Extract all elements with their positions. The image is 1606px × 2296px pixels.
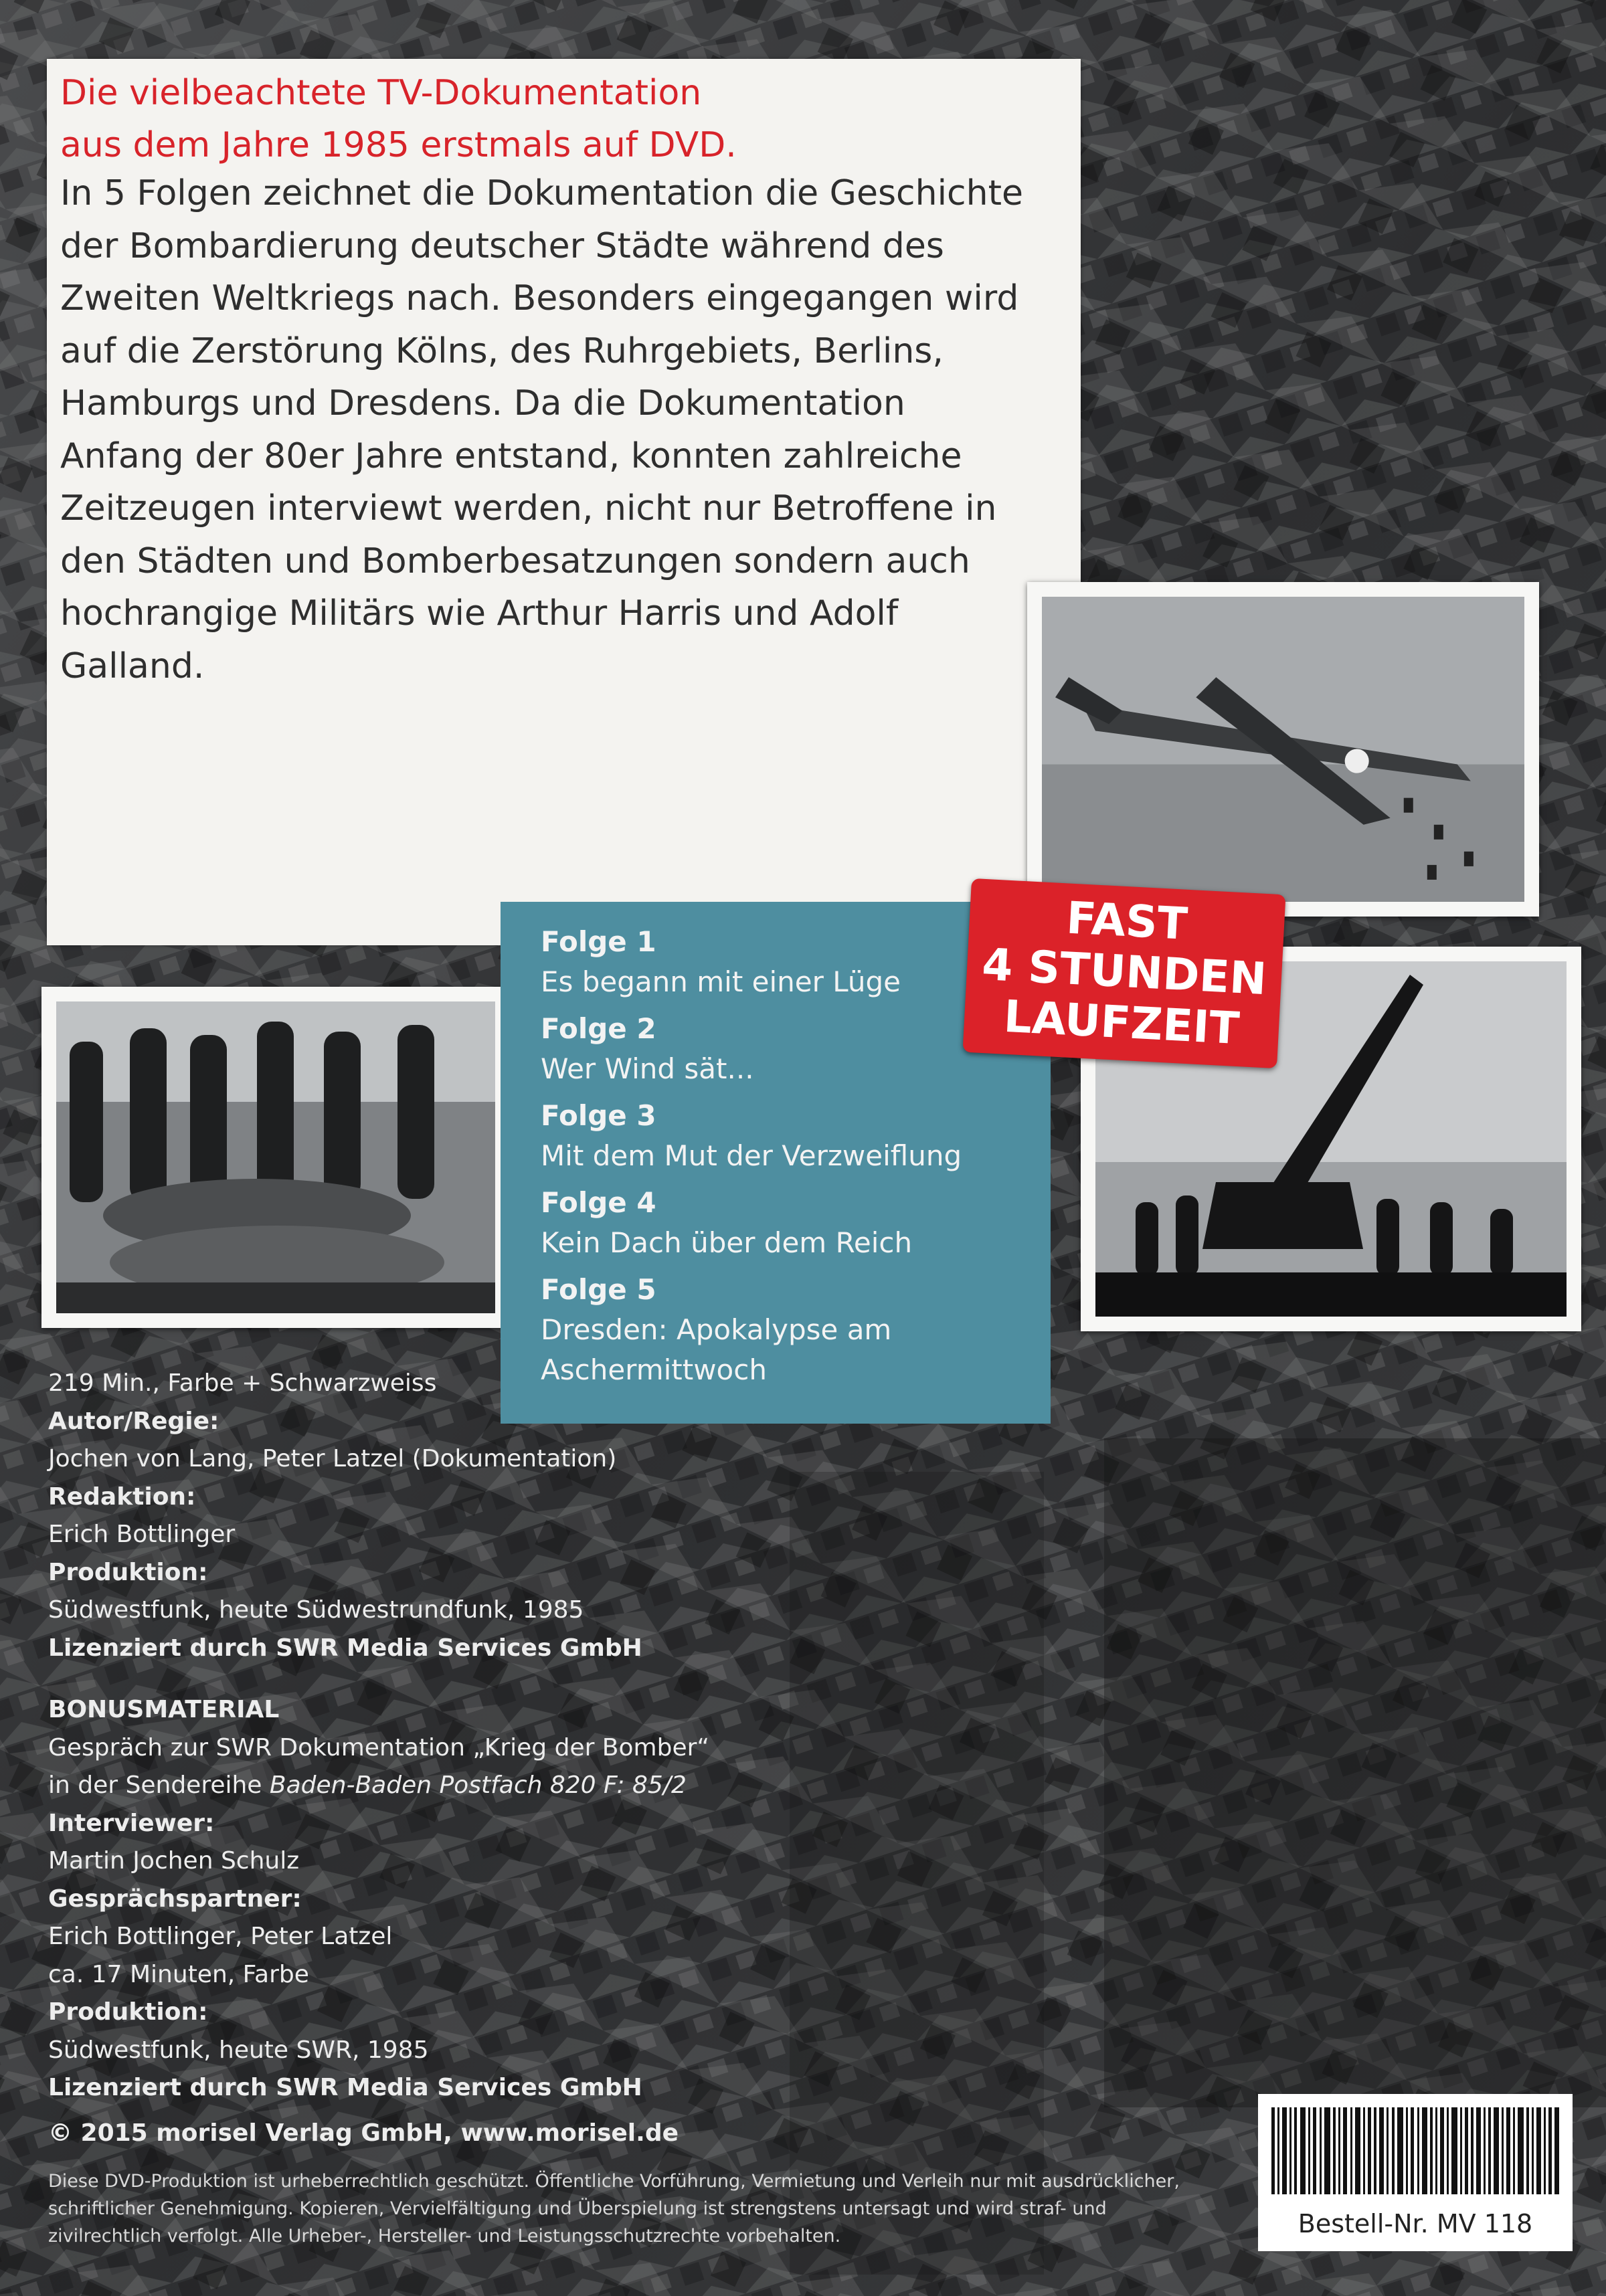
intro-paragraph: In 5 Folgen zeichnet die Dokumentation die Geschichte der Bombardierung deutscher Städte während des Zweiten Weltkriegs nach. Besonders eingegangen wird auf die Zerstörung Kölns, des Ruhrgebiets, Berlins, Hamburgs und Dresdens. Da die Dokumentation Anfang der 80er Jahre entstand, konnten zahlreiche Zeitzeugen interviewt werden, nicht nur Betroffene in den Städten und Bomberbesatzungen sondern auch hochrangige Militärs wie Arthur Harris und Adolf Galland. [60,173,1023,686]
partner-value: Erich Bottlinger, Peter Latzel [48,1923,393,1950]
bonus-series-name: Baden-Baden Postfach 820 F: 85/2 [269,1772,687,1799]
episode-item [541,922,1010,1002]
license-text: Lizenziert durch SWR Media Services GmbH [48,1634,642,1662]
episode-name: Es begann mit einer Lüge [541,965,901,998]
author-label: Autor/Regie: [48,1407,219,1435]
bonus-license-text: Lizenziert durch SWR Media Services GmbH [48,2074,642,2101]
episode-item [541,1183,1010,1263]
production-label: Produktion: [48,1558,208,1586]
episode-item [541,1096,1010,1176]
badge-line-2: 4 STUNDEN [980,938,1268,1006]
episode-name: Kein Dach über dem Reich [541,1226,913,1259]
bomber-photo [1027,582,1539,917]
interviewer-label: Interviewer: [48,1809,215,1837]
barcode-label [1258,2094,1573,2251]
episode-title: Folge 2 [541,1012,656,1045]
crew-with-bombs-image [56,1001,495,1313]
barcode-icon [1271,2107,1559,2194]
episode-name: Dresden: Apokalypse am Aschermittwoch [541,1313,892,1386]
bomber-aircraft-image [1042,597,1524,902]
copyright-line: © 2015 morisel Verlag GmbH, www.morisel.de [48,2119,679,2147]
badge-line-1: FAST [1065,892,1189,950]
episode-title: Folge 4 [541,1186,656,1219]
headline-line-1: Die vielbeachtete TV-Dokumentation [60,73,702,113]
author-value: Jochen von Lang, Peter Latzel (Dokumentation) [48,1445,617,1472]
bonus-production-label: Produktion: [48,1998,208,2026]
interviewer-value: Martin Jochen Schulz [48,1847,300,1875]
partner-label: Gesprächspartner: [48,1885,302,1913]
runtime-info: 219 Min., Farbe + Schwarzweiss [48,1369,437,1397]
credits-block [48,1365,784,2107]
episode-title: Folge 1 [541,925,656,958]
headline-line-2: aus dem Jahre 1985 erstmals auf DVD. [60,125,737,165]
order-number: Bestell-Nr. MV 118 [1298,2209,1533,2238]
bonus-description-line-2 [48,1767,784,1805]
bomber-crew-photo [41,987,510,1328]
production-value: Südwestfunk, heute Südwestrundfunk, 1985 [48,1596,584,1624]
episode-name: Mit dem Mut der Verzweiflung [541,1139,962,1172]
bonus-series-prefix: in der Sendereihe [48,1772,270,1799]
badge-line-3: LAUFZEIT [1002,990,1241,1055]
bonus-heading: BONUSMATERIAL [48,1696,280,1723]
headline [60,67,997,171]
bonus-duration: ca. 17 Minuten, Farbe [48,1960,309,1988]
editor-label: Redaktion: [48,1482,196,1511]
intro-text [60,167,1024,692]
runtime-badge [963,878,1286,1068]
editor-value: Erich Bottlinger [48,1521,236,1548]
episode-name: Wer Wind sät... [541,1052,754,1085]
bonus-production-value: Südwestfunk, heute SWR, 1985 [48,2036,429,2064]
bonus-description-line-1: Gespräch zur SWR Dokumentation „Krieg der Bomber“ [48,1733,710,1761]
episode-title: Folge 3 [541,1099,656,1132]
episode-title: Folge 5 [541,1273,656,1306]
legal-notice: Diese DVD-Produktion ist urheberrechtlich geschützt. Öffentliche Vorführung, Vermietung und Verleih nur mit ausdrücklicher, schriftlicher Genehmigung. Kopieren, Vervielfältigung und Überspielung ist strengstens untersagt und wird straf- und zivilrechtlich verfolgt. Alle Urheber-, Hersteller- und Leistungsschutzrechte vorbehalten. [48,2171,1180,2246]
episode-item [541,1009,1010,1089]
